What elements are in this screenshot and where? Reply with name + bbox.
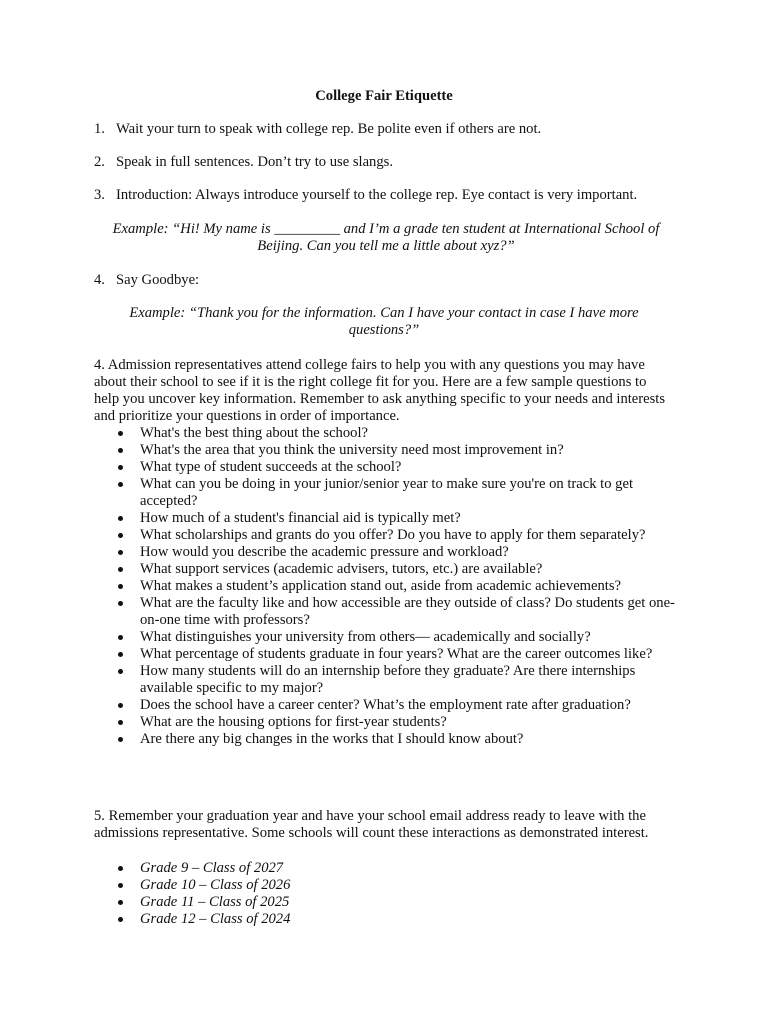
bullet-icon bbox=[118, 431, 123, 436]
bullet-icon bbox=[118, 720, 123, 725]
bullet-icon bbox=[118, 703, 123, 708]
list-item: What makes a student’s application stand out, aside from academic achievements? bbox=[94, 578, 684, 595]
bullet-icon bbox=[118, 652, 123, 657]
example-line: questions?” bbox=[348, 322, 420, 338]
example-line: Example: “Hi! My name is _________ and I’m a grade ten student at International School of bbox=[112, 221, 660, 237]
bullet-icon bbox=[118, 900, 123, 905]
grade-list bbox=[94, 860, 684, 928]
list-item: What distinguishes your university from others— academically and socially? bbox=[94, 629, 684, 646]
list-item: What are the housing options for first-year students? bbox=[94, 714, 684, 731]
list-item: What type of student succeeds at the school? bbox=[94, 459, 684, 476]
tip-number: 4. bbox=[94, 272, 105, 288]
tip-number: 1. bbox=[94, 121, 105, 137]
bullet-icon bbox=[118, 533, 123, 538]
list-item: Grade 11 – Class of 2025 bbox=[94, 894, 684, 911]
tip-3 bbox=[94, 187, 694, 204]
bullet-icon bbox=[118, 669, 123, 674]
bullet-icon bbox=[118, 567, 123, 572]
graduation-paragraph: 5. Remember your graduation year and have your school email address ready to leave with the admissions representative. Some schools will count these interactions as demonstrated interest. bbox=[94, 808, 649, 841]
bullet-icon bbox=[118, 584, 123, 589]
admission-paragraph: 4. Admission representatives attend college fairs to help you with any questions you may have about their school to see if it is the right college fit for you. Here are a few sample questions to help you uncover key information. Remember to ask anything specific to your needs and interests and prioritize your questions in order of importance. bbox=[94, 357, 666, 424]
list-item: What's the best thing about the school? bbox=[94, 425, 684, 442]
list-item: Grade 9 – Class of 2027 bbox=[94, 860, 684, 877]
bullet-icon bbox=[118, 866, 123, 871]
example-line: Example: “Thank you for the information. Can I have your contact in case I have more bbox=[129, 305, 639, 321]
list-item: Are there any big changes in the works that I should know about? bbox=[94, 731, 684, 748]
list-item: What are the faculty like and how accessible are they outside of class? Do students get one-on-one time with professors? bbox=[94, 595, 684, 629]
list-item: How many students will do an internship before they graduate? Are there internships available specific to my major? bbox=[94, 663, 684, 697]
tip-4 bbox=[94, 272, 694, 289]
list-item: What can you be doing in your junior/senior year to make sure you're on track to get accepted? bbox=[94, 476, 684, 510]
bullet-icon bbox=[118, 465, 123, 470]
list-item: Grade 10 – Class of 2026 bbox=[94, 877, 684, 894]
tip-number: 2. bbox=[94, 154, 105, 170]
list-item: How would you describe the academic pressure and workload? bbox=[94, 544, 684, 561]
list-item: What percentage of students graduate in four years? What are the career outcomes like? bbox=[94, 646, 684, 663]
tip-2 bbox=[94, 154, 694, 171]
example-introduction bbox=[88, 221, 684, 255]
example-goodbye bbox=[100, 305, 668, 339]
tip-1 bbox=[94, 121, 694, 138]
example-line: Beijing. Can you tell me a little about xyz?” bbox=[257, 238, 515, 254]
bullet-icon bbox=[118, 482, 123, 487]
tip-text: Introduction: Always introduce yourself to the college rep. Eye contact is very important. bbox=[116, 187, 638, 203]
list-item: What support services (academic advisers, tutors, etc.) are available? bbox=[94, 561, 684, 578]
bullet-icon bbox=[118, 883, 123, 888]
bullet-icon bbox=[118, 635, 123, 640]
tip-text: Wait your turn to speak with college rep. Be polite even if others are not. bbox=[116, 121, 542, 137]
list-item: What scholarships and grants do you offer? Do you have to apply for them separately? bbox=[94, 527, 684, 544]
tip-text: Say Goodbye: bbox=[116, 272, 200, 288]
bullet-icon bbox=[118, 550, 123, 555]
list-item: Does the school have a career center? What’s the employment rate after graduation? bbox=[94, 697, 684, 714]
bullet-icon bbox=[118, 737, 123, 742]
list-item: What's the area that you think the university need most improvement in? bbox=[94, 442, 684, 459]
document-title: College Fair Etiquette bbox=[315, 88, 453, 104]
tip-text: Speak in full sentences. Don’t try to use slangs. bbox=[116, 154, 393, 170]
list-item: How much of a student's financial aid is typically met? bbox=[94, 510, 684, 527]
bullet-icon bbox=[118, 917, 123, 922]
tip-number: 3. bbox=[94, 187, 105, 203]
question-list bbox=[94, 425, 684, 748]
bullet-icon bbox=[118, 516, 123, 521]
bullet-icon bbox=[118, 448, 123, 453]
list-item: Grade 12 – Class of 2024 bbox=[94, 911, 684, 928]
bullet-icon bbox=[118, 601, 123, 606]
